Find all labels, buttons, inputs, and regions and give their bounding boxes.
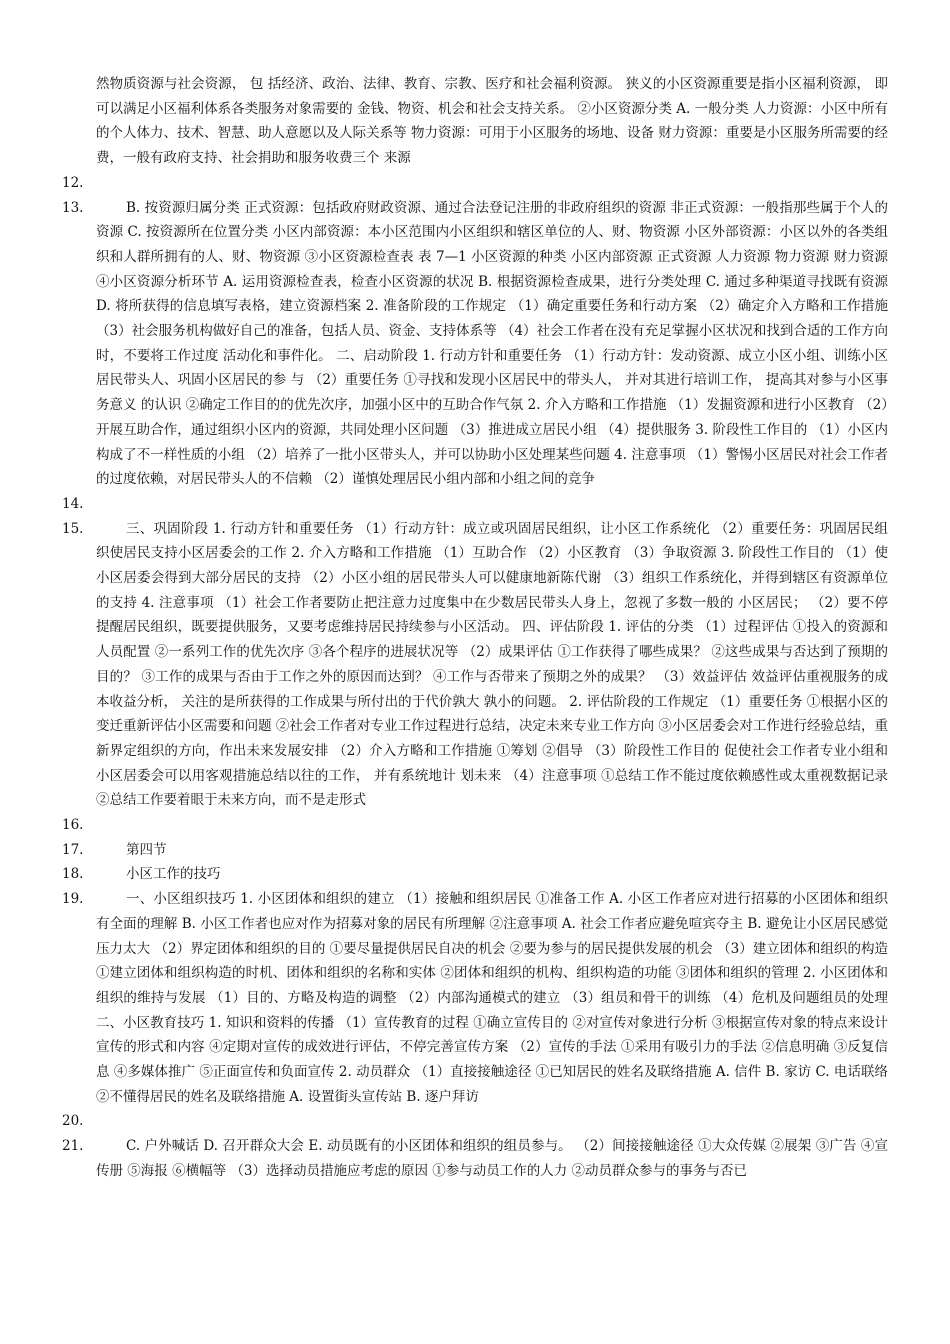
line-number: 15. [62,520,84,537]
paragraph-text: 一、小区组织技巧 1. 小区团体和组织的建立 （1）接触和组织居民 ①准备工作 A. 小区工作者应对进行招募的小区团体和组织有全面的理解 B. 小区工作者也应对作为招募对象的居民有所理解 ②注意事项 A. 社会工作者应避免喧宾夺主 B. 避免让小区居民感觉压力太大 （2）界定团体和组织的目的 ①要尽量提供居民自决的机会 ②要为参与的居民提供发展的机会 （3）建立团体和组织的构造 ①建立团体和组织构造的时机、团体和组织的名称和实体 ②团体和组织的机构、组织构造的功能 ③团体和组织的管理 2. 小区团体和组织的维持与发展 （1）目的、方略及构造的调整 （2）内部沟通模式的建立 （3）组员和骨干的训练 （4）危机及问题组员的处理 二、小区教育技巧 1. 知识和资料的传播 （1）宣传教育的过程 ①确立宣传目的 ②对宣传对象进行分析 ③根据宣传对象的特点来设计宣传的形式和内容 ④定期对宣传的成效进行评估，不停完善宣传方案 （2）宣传的手法 ①采用有吸引力的手法 ②信息明确 ③反复信息 ④多媒体推广 ⑤正面宣传和负面宣传 2. 动员群众 （1）直接接触途径 ①已知居民的姓名及联络措施 A. 信件 B. 家访 C. 电话联络 ②不懂得居民的姓名及联络措施 A. 设置街头宣传站 B. 逐户拜访 [96,891,888,1105]
paragraph-text: B. 按资源归属分类 正式资源：包括政府财政资源、通过合法登记注册的非政府组织的资源 非正式资源：一般指那些属于个人的资源 C. 按资源所在位置分类 小区内部资源：本小区范围内小区组织和辖区单位的人、财、物资源 小区外部资源：小区以外的各类组织和人群所拥有的人、财、物资源 ③小区资源检查表 表 7—1 小区资源的种类 小区内部资源 正式资源 人力资源 物力资源 财力资源 ④小区资源分析环节 A. 运用资源检查表，检查小区资源的状况 B. 根据资源检查成果，进行分类处理 C. 通过多种渠道寻找既有资源 D. 将所获得的信息填写表格，建立资源档案 2. 准备阶段的工作规定 （1）确定重要任务和行动方案 （2）确定介入方略和工作措施 （3）社会服务机构做好自己的准备，包括人员、资金、支持体系等 （4）社会工作者在没有充足掌握小区状况和找到合适的工作方向时，不要将工作过度 活动化和事件化。 二、启动阶段 1. 行动方针和重要任务 （1）行动方针：发动资源、成立小区小组、训练小区居民带头人、巩固小区居民的参 与 （2）重要任务 ①寻找和发现小区居民中的带头人， 并对其进行培训工作， 提高其对参与小区事务意义 的认识 ②确定工作目的的优先次序，加强小区中的互助合作气氛 2. 介入方略和工作措施 （1）发掘资源和进行小区教育 （2）开展互助合作，通过组织小区内的资源，共同处理小区问题 （3）推进成立居民小组 （4）提供服务 3. 阶段性工作目的 （1）小区内构成了不一样性质的小组 （2）培养了一批小区带头人，并可以协助小区处理某些问题 4. 注意事项 （1）警惕小区居民对社会工作者的过度依赖，对居民带头人的不信赖 （2）谨慎处理居民小组内部和小组之间的竞争 [96,199,888,488]
line-20 [0,1109,950,1134]
line-number: 20. [62,1113,84,1130]
line-12 [0,171,950,196]
line-18 [0,862,950,887]
line-15 [0,517,950,813]
line-19 [0,887,950,1109]
section-heading: 第四节 [126,841,167,858]
paragraph-text: 然物质资源与社会资源， 包 括经济、政治、法律、教育、宗教、医疗和社会福利资源。 狭义的小区资源重要是指小区福利资源， 即可以满足小区福利体系各类服务对象需要的 金钱、物资、机会和社会支持关系。 ②小区资源分类 A. 一般分类 人力资源：小区中所有的个人体力、技术、智慧、助人意愿以及人际关系等 物力资源：可用于小区服务的场地、设备 财力资源：重要是小区服务所需要的经费，一般有政府支持、社会捐助和服务收费三个 来源 [96,76,888,167]
line-number: 17. [62,841,84,858]
line-21 [0,1134,950,1183]
line-number: 18. [62,866,84,883]
line-14 [0,492,950,517]
line-number: 13. [62,199,84,216]
line-number: 12. [62,174,84,191]
line-13 [0,196,950,492]
paragraph-text: C. 户外喊话 D. 召开群众大会 E. 动员既有的小区团体和组织的组员参与。 （2）间接接触途径 ①大众传媒 ②展架 ③广告 ④宣传册 ⑤海报 ⑥横幅等 （3）选择动员措施应考虑的原因 ①参与动员工作的人力 ②动员群众参与的事务与否已 [96,1138,888,1179]
line-16 [0,813,950,838]
paragraph-text: 三、巩固阶段 1. 行动方针和重要任务 （1）行动方针：成立或巩固居民组织，让小区工作系统化 （2）重要任务：巩固居民组织使居民支持小区居委会的工作 2. 介入方略和工作措施 （1）互助合作 （2）小区教育 （3）争取资源 3. 阶段性工作目的 （1）使小区居委会得到大部分居民的支持 （2）小区小组的居民带头人可以健康地新陈代谢 （3）组织工作系统化，并得到辖区有资源单位的支持 4. 注意事项 （1）社会工作者要防止把注意力过度集中在少数居民带头人身上，忽视了多数一般的 小区居民； （2）要不停提醒居民组织，既要提供服务，又要考虑维持居民持续参与小区活动。 四、评估阶段 1. 评估的分类 （1）过程评估 ①投入的资源和人员配置 ②一系列工作的优先次序 ③各个程序的进展状况等 （2）成果评估 ①工作获得了哪些成果？ ②这些成果与否达到了预期的目的？ ③工作的成果与否由于工作之外的原因而达到？ ④工作与否带来了预期之外的成果？ （3）效益评估 效益评估重视服务的成本收益分析， 关注的是所获得的工作成果与所付出的于代价孰大 孰小的问题。 2. 评估阶段的工作规定 （1）重要任务 ①根据小区的变迁重新评估小区需要和问题 ②社会工作者对专业工作过程进行总结，决定未来专业工作方向 ③小区居委会对工作进行经验总结，重新界定组织的方向，作出未来发展安排 （2）介入方略和工作措施 ①筹划 ②倡导 （3）阶段性工作目的 促使社会工作者专业小组和小区居委会可以用客观措施总结以往的工作， 并有系统地计 划未来 （4）注意事项 ①总结工作不能过度依赖感性或太重视数据记录 ②总结工作要着眼于未来方向，而不是走形式 [96,520,888,809]
line-number: 19. [62,891,84,908]
line-17 [0,838,950,863]
line-number: 16. [62,817,84,834]
paragraph-continued [0,72,950,171]
line-number: 21. [62,1138,84,1155]
section-title: 小区工作的技巧 [126,866,221,883]
line-number: 14. [62,495,84,512]
